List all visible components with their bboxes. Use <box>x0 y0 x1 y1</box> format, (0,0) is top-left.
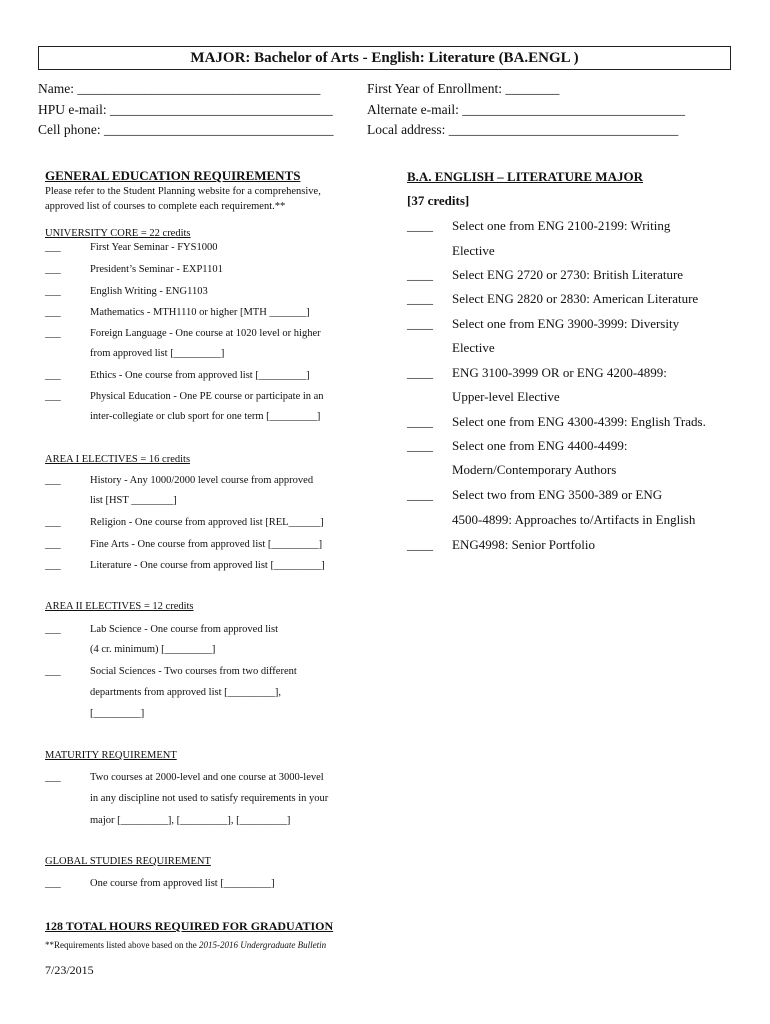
requirement-text: One course from approved list [_________] <box>90 878 275 889</box>
requirement-continuation: major [_________], [_________], [_________] <box>90 815 291 826</box>
area-1-label: AREA I ELECTIVES = 16 credits <box>45 454 191 465</box>
bulletin-title: 2015-2016 Undergraduate Bulletin <box>198 940 327 950</box>
requirement-continuation: [_________] <box>90 708 145 719</box>
gen-ed-note-line-2: approved list of courses to complete each requirement.** <box>45 201 286 212</box>
requirement-text: President’s Seminar - EXP1101 <box>90 264 223 275</box>
requirement-continuation: Elective <box>452 243 495 258</box>
checkoff-blank[interactable]: ___ <box>45 370 61 381</box>
name-field[interactable]: Name: ____________________________________ <box>38 81 321 96</box>
checkoff-blank[interactable]: ____ <box>407 438 433 453</box>
requirement-continuation: Elective <box>452 340 495 355</box>
first-year-field[interactable]: First Year of Enrollment: ________ <box>367 81 560 96</box>
checkoff-blank[interactable]: ___ <box>45 286 61 297</box>
requirement-text: English Writing - ENG1103 <box>90 286 208 297</box>
requirement-text: Select two from ENG 3500-389 or ENG <box>452 487 663 502</box>
bulletin-footnote <box>45 940 326 950</box>
local-address-field[interactable]: Local address: __________________________________ <box>367 122 679 137</box>
checkoff-blank[interactable]: ____ <box>407 316 433 331</box>
maturity-label: MATURITY REQUIREMENT <box>45 750 177 761</box>
requirement-continuation: from approved list [_________] <box>90 348 225 359</box>
requirement-continuation: (4 cr. minimum) [_________] <box>90 644 216 655</box>
requirement-text: Select one from ENG 3900-3999: Diversity <box>452 316 680 331</box>
checkoff-blank[interactable]: ____ <box>407 414 433 429</box>
checkoff-blank[interactable]: ___ <box>45 624 61 635</box>
requirement-text: Select ENG 2820 or 2830: American Literature <box>452 291 699 306</box>
major-heading: B.A. ENGLISH – LITERATURE MAJOR <box>407 169 643 184</box>
requirement-text: Select one from ENG 2100-2199: Writing <box>452 218 671 233</box>
requirement-text: ENG 3100-3999 OR or ENG 4200-4899: <box>452 365 667 380</box>
checkoff-blank[interactable]: ___ <box>45 475 61 486</box>
checkoff-blank[interactable]: ___ <box>45 307 61 318</box>
checkoff-blank[interactable]: ___ <box>45 772 61 783</box>
requirement-text: Religion - One course from approved list [REL______] <box>90 517 324 528</box>
requirement-continuation: in any discipline not used to satisfy requirements in your <box>90 793 329 804</box>
checkoff-blank[interactable]: ____ <box>407 365 433 380</box>
requirement-continuation: 4500-4899: Approaches to/Artifacts in English <box>452 512 696 527</box>
requirement-text: Physical Education - One PE course or participate in an <box>90 391 324 402</box>
checkoff-blank[interactable]: ___ <box>45 391 61 402</box>
requirement-text: Select ENG 2720 or 2730: British Literature <box>452 267 684 282</box>
checkoff-blank[interactable]: ___ <box>45 539 61 550</box>
total-hours-heading: 128 TOTAL HOURS REQUIRED FOR GRADUATION <box>45 919 334 933</box>
checkoff-blank[interactable]: ___ <box>45 560 61 571</box>
checkoff-blank[interactable]: ____ <box>407 267 433 282</box>
requirement-continuation: Modern/Contemporary Authors <box>452 462 617 477</box>
requirement-text: Select one from ENG 4400-4499: <box>452 438 628 453</box>
requirement-text: First Year Seminar - FYS1000 <box>90 242 218 253</box>
page-title: MAJOR: Bachelor of Arts - English: Literature (BA.ENGL ) <box>38 46 731 70</box>
checkoff-blank[interactable]: ____ <box>407 291 433 306</box>
requirement-text: Ethics - One course from approved list [_________] <box>90 370 310 381</box>
requirement-text: Mathematics - MTH1110 or higher [MTH _______] <box>90 307 310 318</box>
requirement-text: Fine Arts - One course from approved list [_________] <box>90 539 323 550</box>
footnote-text: **Requirements listed above based on the <box>45 940 199 950</box>
requirement-continuation: list [HST ________] <box>90 495 177 506</box>
checkoff-blank[interactable]: ___ <box>45 878 61 889</box>
checkoff-blank[interactable]: ____ <box>407 218 433 233</box>
revision-date: 7/23/2015 <box>45 963 94 977</box>
gen-ed-note-line-1: Please refer to the Student Planning website for a comprehensive, <box>45 186 321 197</box>
requirement-text: Foreign Language - One course at 1020 level or higher <box>90 328 321 339</box>
checkoff-blank[interactable]: ___ <box>45 264 61 275</box>
requirement-text: Two courses at 2000-level and one course at 3000-level <box>90 772 324 783</box>
checkoff-blank[interactable]: ___ <box>45 666 61 677</box>
cell-phone-field[interactable]: Cell phone: __________________________________ <box>38 122 334 137</box>
checkoff-blank[interactable]: ___ <box>45 328 61 339</box>
requirement-text: Social Sciences - Two courses from two different <box>90 666 297 677</box>
global-studies-label: GLOBAL STUDIES REQUIREMENT <box>45 856 211 867</box>
university-core-label: UNIVERSITY CORE = 22 credits <box>45 228 191 239</box>
requirement-continuation: Upper-level Elective <box>452 389 560 404</box>
checkoff-blank[interactable]: ____ <box>407 487 433 502</box>
checkoff-blank[interactable]: ___ <box>45 517 61 528</box>
area-2-label: AREA II ELECTIVES = 12 credits <box>45 601 194 612</box>
requirement-continuation: inter-collegiate or club sport for one term [_________] <box>90 411 321 422</box>
requirement-continuation: departments from approved list [_________], <box>90 687 281 698</box>
requirement-text: Select one from ENG 4300-4399: English Trads. <box>452 414 706 429</box>
alternate-email-field[interactable]: Alternate e-mail: _________________________________ <box>367 102 685 117</box>
major-credits: [37 credits] <box>407 193 470 208</box>
checkoff-blank[interactable]: ___ <box>45 242 61 253</box>
checkoff-blank[interactable]: ____ <box>407 537 433 552</box>
requirement-text: History - Any 1000/2000 level course from approved <box>90 475 314 486</box>
requirement-text: ENG4998: Senior Portfolio <box>452 537 595 552</box>
hpu-email-field[interactable]: HPU e-mail: _________________________________ <box>38 102 333 117</box>
requirement-text: Lab Science - One course from approved list <box>90 624 279 635</box>
gen-ed-heading: GENERAL EDUCATION REQUIREMENTS <box>45 168 301 183</box>
requirement-text: Literature - One course from approved list [_________] <box>90 560 325 571</box>
